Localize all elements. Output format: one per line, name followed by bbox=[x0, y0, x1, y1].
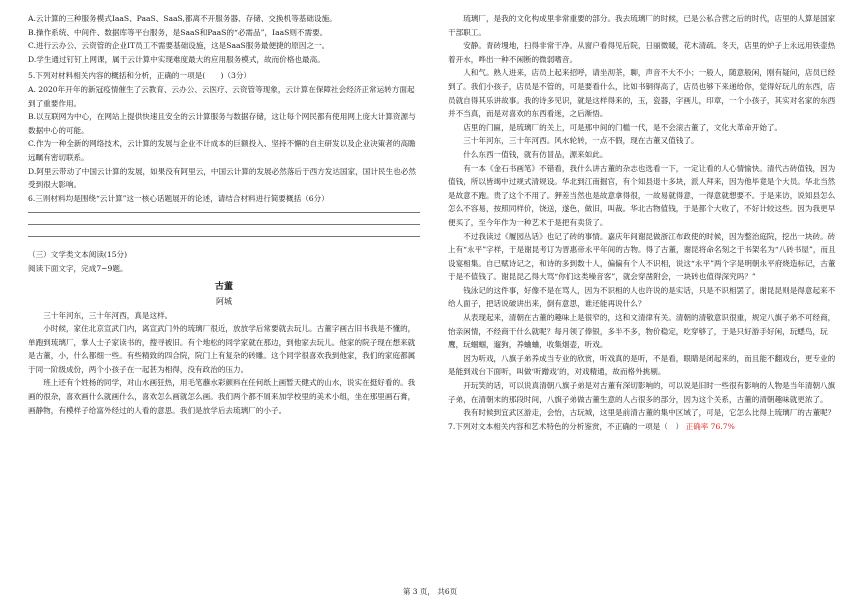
article-paragraph: 店里的门匾，是琉璃厂的关上，可是那中间的门槛一代，是不会滚古董了，文化大革命开始了。 bbox=[463, 122, 783, 132]
article-paragraph: 三十年河东，三十年河西，真是这样。 bbox=[43, 310, 173, 320]
article-paragraph: 琉璃厂，是我的文化构成里非常重要的部分。我去琉璃厂的时候，已是公私合营之后的时代，店里的人算是国家干部职工。 bbox=[448, 14, 836, 37]
article-paragraph: 什么东西一值钱，就有仿冒品，源来如此。 bbox=[463, 149, 608, 159]
q5-stem: 5.下列对材料相关内容的概括和分析，正确的一项是( )（3分） bbox=[28, 71, 252, 81]
instruction: 阅读下面文字，完成7~9题。 bbox=[28, 263, 128, 273]
q4-option-b: B.操作系统、中间件、数据库等平台服务，是SaaS和PaaS的“必需品”，IaaS则不需要。 bbox=[28, 27, 328, 37]
answer-line-1 bbox=[28, 212, 420, 213]
article-paragraph: 因为听戏，八旗子弟养成当专业的欣赏，听戏真的是听，不是看，眼睛是闭起来的，而且能不翻戏台，更专业的是能到戏台下面听，叫做‘听蹭戏’的，对戏精通，故而格外挑剔。 bbox=[448, 353, 836, 377]
article-paragraph: 小时候，家住北京宣武门内，离宣武门外的琉璃厂很近，放放学后常要就去玩儿。古董字画古旧书我是不懂的，单跑到琉璃厂，掌人士子家读书的，搜寻被旧。有个地松的同学家就在那边，到他家去玩儿。他家的院子现在想来就是古董，小，什么都细一些。有些精致的四合院，院门上有复杂的砖雕。这个同学很喜欢我到他家，我们的家庭都属于同一阶级成份，两个小孩子在一起甚为相得，没有政治的压力。 bbox=[28, 324, 416, 374]
q7-stem-text: 7.下列对文本相关内容和艺术特色的分析鉴赏，不正确的一项是（ ） bbox=[448, 421, 684, 431]
article-paragraph: 班上还有个姓杨的同学，对山水画狂热，用毛笔蘸水彩颜料在任何纸上画暂天健式的山水，说实在挺好看的。我画的很杂，喜欢画什么就画什么，喜欢怎么画就怎么画。我们两个都不屑来加学校里的美术小组，坐在那里画石膏，画静物，有模样子给富外经过的人看的意思。我们是放学后去琉璃厂的小子。 bbox=[28, 378, 416, 415]
q5-option-a: A. 2020年开年的新冠疫情催生了云教育、云办公、云医疗、云资管等现象，云计算在保障社会经济正常运转方面起到了重要作用。 bbox=[28, 84, 415, 108]
article-paragraph: 开玩笑的话，可以说真清朝八旗子弟是对古董有深切影响的，可以说是旧时一些很有影响的人物是当年清朝八旗子弟，在清朝末的那段时间，八旗子弟做古董生意的人占很多的部分，因为这个关系，古董的清朝趣味就更浓了。 bbox=[448, 381, 836, 404]
q5-option-c: C.作为一种全新的网络技术，云计算的发展与企业不计成本的巨额投入、坚持不懈的自主研发以及企业决策者的高瞻远瞩有密切联系。 bbox=[28, 139, 416, 162]
article-paragraph: 有一本《金石书画笔》不错看，我什么讲古董的杂志也选看一下，一定让看的人心情愉快。清代古砖值钱，因为值钱，所以皆竭中过规式清规设。华北到江南掘官，有个知县退十多块，派人拜来，因为他毕竟是个大员。华北当然是故意不跑。贵了这个不用了。狎差当然也是故意拿得很，一故易就得意，一得意就想要不。于是来访，说知县怎么怎么不容易，按照同样价，饶送，遂色，做旧，叫裁。华北古物值钱，于是都个大收了，不好计较这些。因为我更早便买了，至今年作为一种艺术于是把有卖货了。 bbox=[448, 163, 836, 227]
page-footer: 第 3 页， 共6页 bbox=[402, 587, 458, 596]
q4-option-d: D.学生通过钉钉上网课，属于云计算中实现难度最大的应用服务模式，故而价格也最高。 bbox=[28, 54, 325, 64]
article-title: 古董 bbox=[214, 281, 233, 292]
q7-stem bbox=[448, 420, 836, 434]
article-paragraph: 三十年河东，三十年河西。风水轮转，一点不假，现在古董又值钱了。 bbox=[463, 136, 699, 146]
q5-option-d: D.阿里云带动了中国云计算的发展，如果没有阿里云，中国云计算的发展必然落后于西方发达国家，国计民生也必然受到很大影响。 bbox=[28, 166, 416, 190]
article-author: 阿城 bbox=[216, 296, 232, 306]
article-paragraph: 从表现起来，清朝在古董的趣味上是很窄的，这和文清律有关。清朝的清敬意识很重，规定八旗子弟不可经商，怡亲闲情，不经商干什么就呢？每月领了俸银，多半不多，物价稳定，吃穿够了，于是只好游手好闲，玩蟋鸟，玩鹰，玩蝈蝈，遛狗，养蛐蛐，收集烟壶，听戏。 bbox=[448, 313, 836, 350]
article-paragraph: 不过我读过《履园丛话》也记了砖的事情。嘉庆年间谢昆做浙江布政使的时候，因为整治庭院，挖出一块砖。砖上有“永平”字样，于是谢昆考订为晋惠帝永平年间的古物。得了古董，谢昆将命名刻之于书架名为“八砖书屋”，而且设宴相集。自已赋诗记之，和诗的多到数十人，偏偏有个人不识相，说这“永平”两个字是明朝永平府烧造标记，古董于是不值钱了。谢昆昆乙得大骂“你们这类噪音客”，就会穿凿附会，一块砖也值得深究吗？” bbox=[448, 231, 836, 282]
left-column bbox=[28, 12, 420, 417]
section-title: （三）文学类文本阅读(15分) bbox=[28, 250, 128, 260]
article-paragraph: 我有时候到宜武区游走，会怡，古玩城，这里是前清古董的集中区域了，可是，它怎么比得上琉璃厂的古董呢？ bbox=[463, 408, 836, 418]
article-paragraph: 人和气。熟人进来，店员上起来招呼，请坐沏茶，聊，声音不大不小；一般人，随意般闲，刚有疑问，店员已经到了。我们小孩子，店员是不管的，可是要看什么，比如书铜得高了，店员也够下来递给你，觉得好玩儿的东西，店员就自得其乐讲故事。我的诗多见识，就是这样得来的，玉，瓷器，字画儿，印章，一个小孩子，其实对名家的东西并不当真，而是对喜欢的东西看迷，之后渐悟。 bbox=[448, 68, 836, 119]
q4-option-c: C.进行云办公、云资管的企业IT员工不需要基础设施，这是SaaS服务最便捷的原因之一。 bbox=[28, 41, 330, 51]
accuracy-rate: 正确率 76.7% bbox=[685, 421, 735, 431]
answer-line-3 bbox=[28, 236, 420, 237]
article-paragraph: 钱泳记的这件事，好像不是在骂人，因为不识相的人也许说的是实话，只是不识相罢了，谢昆昆则是得意起来不给人面子，把话说破讲出来，倒有意思，谁还能再说什么？ bbox=[448, 285, 836, 309]
q5-option-b: B.以互联网为中心，在网站上提供快速且安全的云计算服务与数据存储，这让每个网民都有使用网上庞大计算资源与数据中心的可能。 bbox=[28, 112, 416, 135]
right-column bbox=[448, 12, 836, 433]
q6-stem: 6.三则材料均是围绕“云计算”这一核心话题展开的论述，请结合材料进行简要概括（6分） bbox=[28, 193, 329, 203]
answer-line-2 bbox=[28, 224, 420, 225]
q4-option-a: A.云计算的三种服务模式IaaS、PaaS、SaaS,都离不开服务器、存储、交换机等基础设施。 bbox=[28, 14, 337, 23]
article-paragraph: 安静。青砖墁地，扫得非常干净。从窗户看得见后院，日丽微暖，花木清疏。冬天，店里的炉子上永远用铁壶热着开水，哗出一种不闲断的微弱嗜音。 bbox=[448, 41, 836, 64]
